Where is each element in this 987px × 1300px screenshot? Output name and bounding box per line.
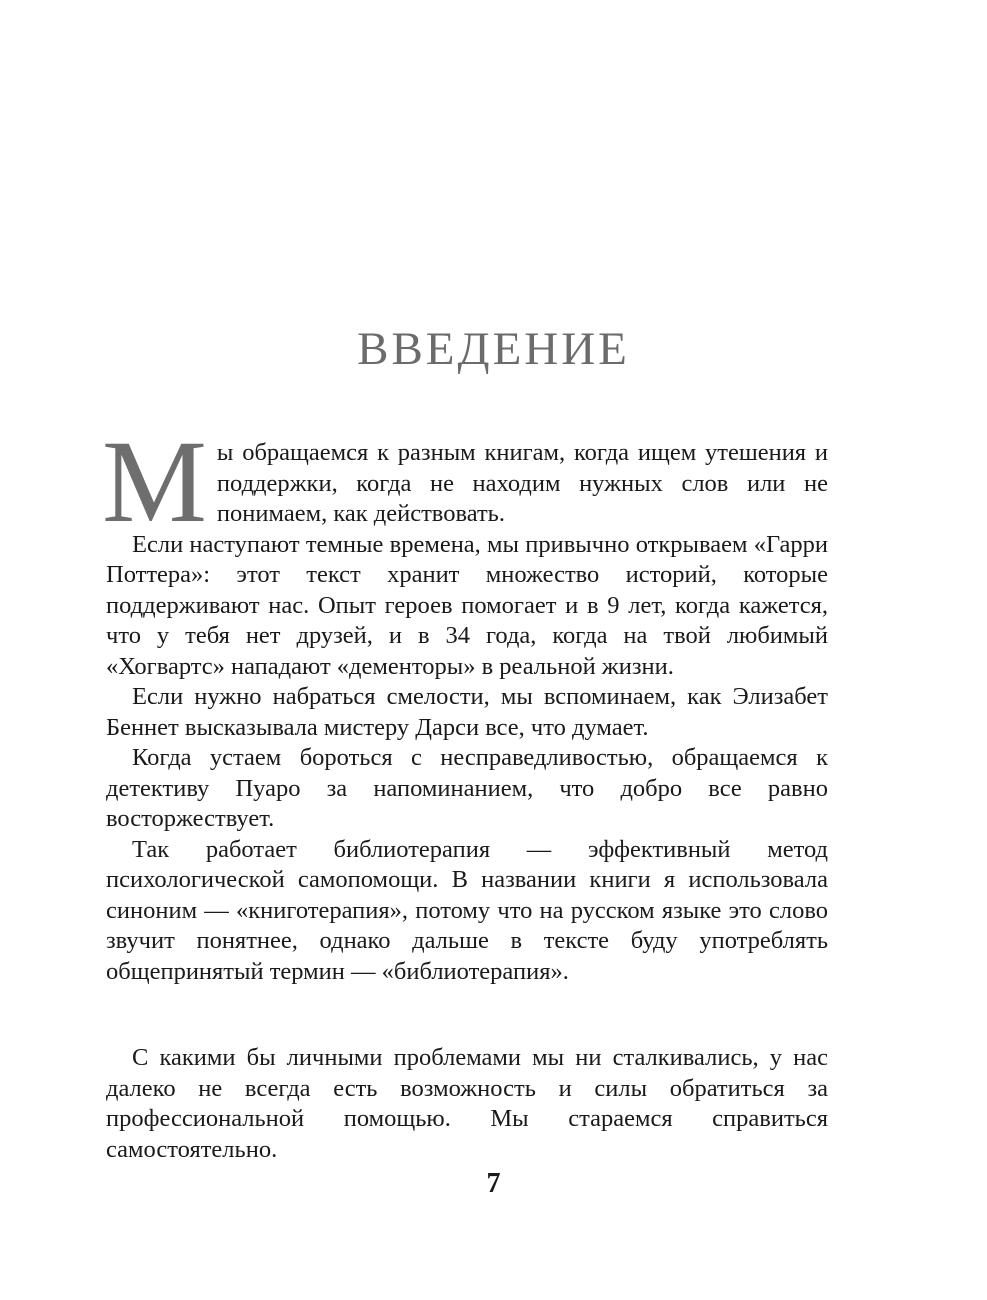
paragraph-elizabeth-bennet: Если нужно набраться смелости, мы вспоминаем, как Элизабет Беннет высказывала мистеру Дарси все, что думает. [106,683,828,741]
drop-cap: М [102,416,207,547]
paragraph-bibliotherapy: Так работает библиотерапия — эффективный метод психологической самопомощи. В названии книги я использовала синоним — «книготерапия», потому что на русском языке это слово звучит понятнее, однако дальше в тексте буду употреблять общепринятый термин — «библиотерапия». [106,835,828,985]
paragraph-self-help: С какими бы личными проблемами мы ни сталкивались, у нас далеко не всегда есть возможность и силы обратиться за профессиональной помощью. Мы стараемся справиться самостоятельно. [106,1044,828,1163]
second-section [106,1043,828,1165]
chapter-title: ВВЕДЕНИЕ [357,323,630,375]
paragraph-harry-potter: Если наступают темные времена, мы привычно открываем «Гарри Поттера»: этот текст хранит множество историй, которые поддерживают нас. Опыт героев помогает и в 9 лет, когда кажется, что у тебя нет друзей, и в 34 года, когда на твой любимый «Хогвартс» нападают «дементоры» в реальной жизни. [106,530,828,680]
intro-section [102,416,828,987]
opening-paragraph [102,416,828,547]
page-number: 7 [486,1168,501,1199]
paragraph-poirot: Когда устаем бороться с несправедливостью, обращаемся к детективу Пуаро за напоминанием, что добро все равно восторжествует. [106,744,828,832]
opening-paragraph-text: ы обращаемся к разным книгам, когда ищем утешения и поддержки, когда не находим нужных слов или не понимаем, как действовать. [216,439,828,527]
